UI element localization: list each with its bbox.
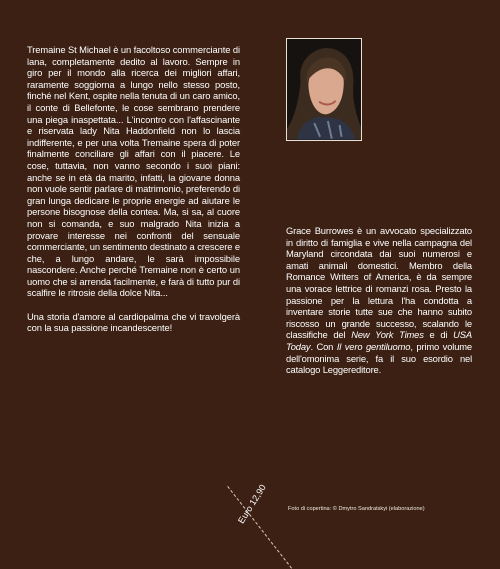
bio-text: , primo volume dell'omonima serie, fa il suo esordio nel catalogo Leggereditore. (286, 340, 472, 376)
author-photo (286, 38, 362, 141)
cover-photo-credit: Foto di copertina: © Dmytro Sandratskyi (elaborazione) (288, 506, 425, 512)
price-label: Euro 12,90 (236, 482, 268, 526)
bio-title-newspaper: USA Today (286, 329, 472, 352)
bio-text: e di (423, 329, 454, 341)
synopsis-text (27, 44, 240, 334)
bio-text: Grace Burrowes è un avvocato specializzato in diritto di famiglia e vive nella campagna del Maryland circondata dai suoi numerosi e amati animali domestici. Membro della Romance Writers of America, è da sempre una vorace lettrice di romanzi rosa. Presto la passione per la lettura l'ha condotta a inventare storie tutte sue che hanno subito riscosso un grande successo, scalando le classifiche del (286, 225, 472, 341)
bio-text: . Con (310, 340, 337, 352)
author-portrait-image (287, 39, 361, 140)
bio-book-title: Il vero gentiluomo (336, 340, 411, 352)
synopsis-paragraph: Tremaine St Michael è un facoltoso commerciante di lana, completamente dedito al lavoro. Sempre in giro per il mondo alla ricerca dei migliori affari, raramente soggiorna a lungo nello stesso posto, finché nel Kent, ospite nella tenuta di un caro amico, il conte di Bellefonte, le cose sembrano prendere una piega inaspettata... L'incontro con l'affascinante e riservata lady Nita Haddonfield non lo lascia indifferente, e per una volta Tremaine spera di poter finalmente conciliare gli affari con il piacere. Le cose, tuttavia, non vanno secondo i suoi piani: anche se in età da marito, infatti, la giovane donna non vuole sentir parlare di matrimonio, preferendo di gran lunga dedicare le proprie energie ad aiutare le persone bisognose della contea. Ma, si sa, al cuore non si comanda, e suo malgrado Nita inizia a provare interesse nei confronti del sensuale commerciante, un sentimento destinato a crescere e che, a lungo andare, le sarà impossibile nascondere. Anche perché Tremaine non è certo un uomo che si arrenda facilmente, e farà di tutto pur di scalfire le ritrosie della dolce Nita... (27, 44, 240, 299)
author-bio (286, 225, 472, 376)
bio-title-newspaper: New York Times (351, 329, 424, 341)
tagline-paragraph: Una storia d'amore al cardiopalma che vi travolgerà con la sua passione incandescente! (27, 310, 240, 334)
